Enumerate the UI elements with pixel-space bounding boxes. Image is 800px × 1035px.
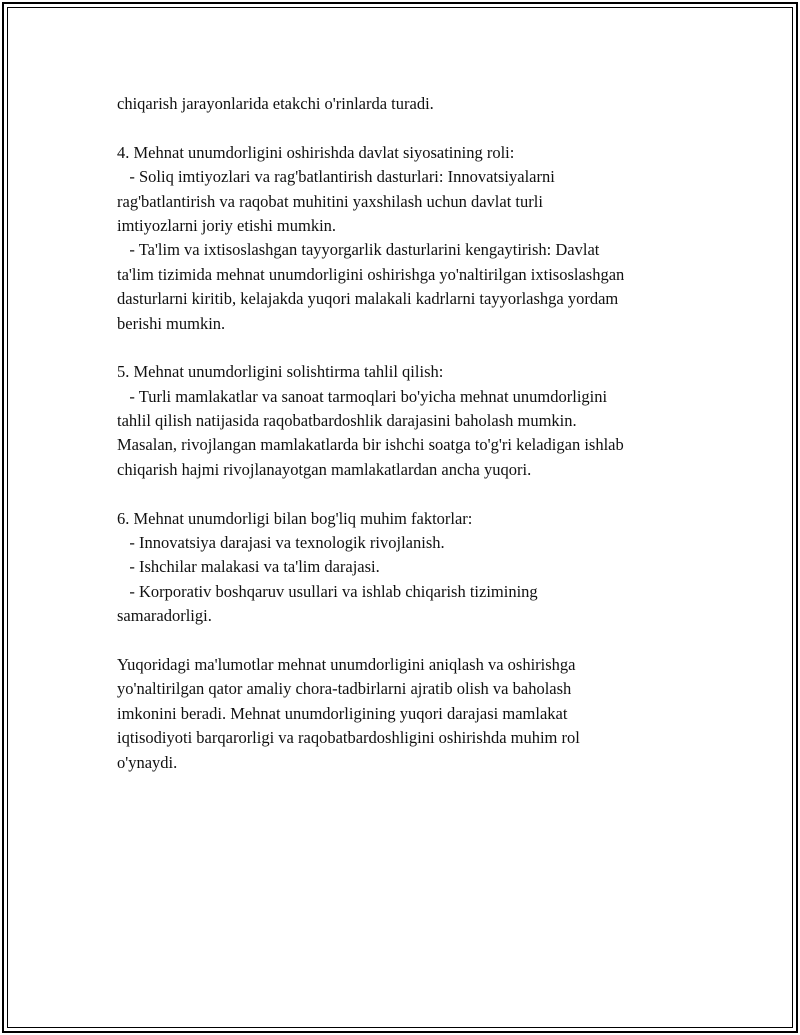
- section-5: [117, 360, 717, 482]
- conclusion-line: yo'naltirilgan qator amaliy chora-tadbirlarni ajratib olish va baholash: [117, 679, 572, 699]
- intro-line: chiqarish jarayonlarida etakchi o'rinlarda turadi.: [117, 94, 434, 113]
- section-line: - Ishchilar malakasi va ta'lim darajasi.: [117, 557, 380, 577]
- conclusion-line: o'ynaydi.: [117, 752, 178, 772]
- conclusion-line: Yuqoridagi ma'lumotlar mehnat unumdorligini aniqlash va oshirishga: [117, 654, 576, 674]
- section-line: tahlil qilish natijasida raqobatbardoshlik darajasini baholash mumkin.: [117, 411, 577, 431]
- paragraph-gap: [117, 482, 717, 506]
- paragraph-gap: [117, 336, 717, 360]
- paragraph-gap: [117, 629, 717, 653]
- conclusion-line: imkonini beradi. Mehnat unumdorligining yuqori darajasi mamlakat: [117, 703, 568, 723]
- section-heading: 6. Mehnat unumdorligi bilan bog'liq muhim faktorlar:: [117, 508, 473, 528]
- document-body: [117, 92, 717, 775]
- conclusion-line: iqtisodiyoti barqarorligi va raqobatbardoshligini oshirishda muhim rol: [117, 728, 580, 748]
- section-line: - Turli mamlakatlar va sanoat tarmoqlari bo'yicha mehnat unumdorligini: [117, 386, 608, 406]
- section-line: ta'lim tizimida mehnat unumdorligini oshirishga yo'naltirilgan ixtisoslashgan: [117, 264, 625, 284]
- section-line: Masalan, rivojlangan mamlakatlarda bir ishchi soatga to'g'ri keladigan ishlab: [117, 435, 624, 455]
- section-line: - Innovatsiya darajasi va texnologik rivojlanish.: [117, 533, 445, 553]
- section-line: - Korporativ boshqaruv usullari va ishlab chiqarish tizimining: [117, 581, 538, 601]
- section-6: [117, 507, 717, 629]
- section-line: dasturlarni kiritib, kelajakda yuqori malakali kadrlarni tayyorlashga yordam: [117, 289, 619, 309]
- section-heading: 4. Mehnat unumdorligini oshirishda davlat siyosatining roli:: [117, 142, 515, 162]
- section-line: samaradorligi.: [117, 606, 212, 626]
- section-line: - Ta'lim va ixtisoslashgan tayyorgarlik dasturlarini kengaytirish: Davlat: [117, 240, 600, 260]
- conclusion-paragraph: [117, 653, 717, 775]
- section-line: imtiyozlarni joriy etishi mumkin.: [117, 215, 337, 235]
- section-line: - Soliq imtiyozlari va rag'batlantirish dasturlari: Innovatsiyalarni: [117, 167, 555, 187]
- section-4: [117, 141, 717, 336]
- section-line: berishi mumkin.: [117, 313, 226, 333]
- section-line: rag'batlantirish va raqobat muhitini yaxshilash uchun davlat turli: [117, 191, 543, 211]
- paragraph-gap: [117, 116, 717, 140]
- section-line: chiqarish hajmi rivojlanayotgan mamlakatlardan ancha yuqori.: [117, 459, 532, 479]
- section-heading: 5. Mehnat unumdorligini solishtirma tahlil qilish:: [117, 362, 444, 382]
